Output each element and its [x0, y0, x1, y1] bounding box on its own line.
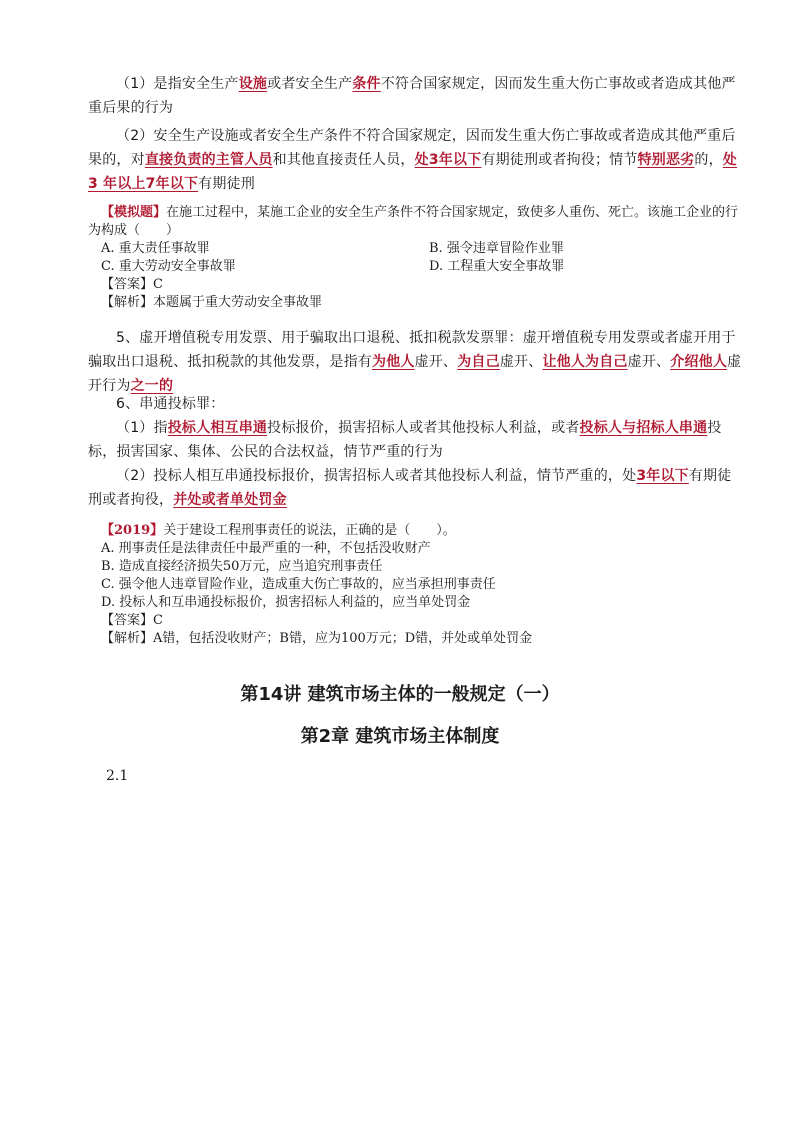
highlight-text: 为自己 [457, 354, 500, 370]
highlight-text: 条件 [352, 76, 381, 92]
highlight-text: 设施 [238, 76, 268, 92]
quiz-option: A. 重大责任事故罪 [101, 241, 210, 256]
highlight-text: 为他人 [372, 354, 415, 370]
quiz-option: A. 刑事责任是法律责任中最严重的一种，不包括没收财产 [101, 541, 431, 556]
quiz-answer: 【答案】C [101, 277, 163, 292]
quiz-option: D. 投标人和互串通投标报价，损害招标人利益的，应当单处罚金 [101, 595, 471, 610]
quiz-tag: 【2019】 [101, 523, 164, 538]
highlight-text: 之一的 [130, 378, 174, 394]
quiz-option: D. 工程重大安全事故罪 [429, 259, 565, 274]
quiz-stem: 【2019】关于建设工程刑事责任的说法，正确的是（ ）。 [101, 523, 456, 538]
highlight-text: 让他人为自己 [542, 354, 628, 370]
quiz-option: C. 重大劳动安全事故罪 [101, 259, 236, 274]
chapter-heading: 第2章 建筑市场主体制度 [300, 726, 500, 747]
quiz-option: B. 造成直接经济损失50万元，应当追究刑事责任 [101, 559, 383, 574]
quiz-options-row-2 [88, 258, 744, 276]
highlight-text: 特别恶劣 [637, 152, 695, 168]
section-number: 2.1 [106, 768, 129, 784]
highlight-text: 处3 年以上7年以下 [88, 152, 737, 192]
highlight-text: 投标人与招标人串通 [579, 420, 708, 436]
quiz-stem: 【模拟题】在施工过程中，某施工企业的安全生产条件不符合国家规定，致使多人重伤、死亡。该施工企业的行为构成（ ） [88, 205, 739, 238]
highlight-text: 处3年以下 [414, 152, 482, 168]
quiz-answer: 【答案】C [101, 613, 163, 628]
highlight-text: 3年以下 [636, 468, 689, 484]
quiz-option: C. 强令他人违章冒险作业，造成重大伤亡事故的，应当承担刑事责任 [101, 577, 496, 592]
paragraph-6: 6、串通投标罪： [116, 396, 225, 412]
highlight-text: 介绍他人 [670, 354, 728, 370]
paragraph-8: （2）投标人相互串通投标报价，损害招标人或者其他投标人利益，情节严重的，处3年以下有期徒刑或者拘役，并处或者单处罚金 [88, 468, 732, 508]
quiz-options-row-1 [88, 240, 744, 258]
paragraph-1: （1）是指安全生产设施或者安全生产条件不符合国家规定，因而发生重大伤亡事故或者造成其他严重后果的行为 [88, 76, 736, 116]
paragraph-2: （2）安全生产设施或者安全生产条件不符合国家规定，因而发生重大伤亡事故或者造成其他严重后果的，对直接负责的主管人员和其他直接责任人员，处3年以下有期徒刑或者拘役；情节特别恶劣的，处3 年以上7年以下有期徒刑 [88, 128, 737, 192]
highlight-text: 并处或者单处罚金 [173, 492, 287, 508]
paragraph-5: 5、虚开增值税专用发票、用于骗取出口退税、抵扣税款发票罪：虚开增值税专用发票或者虚开用于骗取出口退税、抵扣税款的其他发票，是指有为他人虚开、为自己虚开、让他人为自己虚开、介绍他人虚开行为之一的 [88, 330, 742, 394]
quiz-tag: 【模拟题】 [101, 205, 167, 220]
quiz-block-2 [88, 522, 744, 648]
quiz-analysis: 【解析】本题属于重大劳动安全事故罪 [101, 295, 323, 310]
quiz-block-1 [88, 204, 744, 312]
quiz-analysis: 【解析】A错，包括没收财产；B错，应为100万元；D错，并处或单处罚金 [101, 631, 533, 646]
lecture-heading: 第14讲 建筑市场主体的一般规定（一） [240, 684, 560, 705]
quiz-option: B. 强令违章冒险作业罪 [429, 241, 564, 256]
highlight-text: 投标人相互串通 [167, 420, 268, 436]
paragraph-7: （1）指投标人相互串通投标报价，损害招标人或者其他投标人利益，或者投标人与招标人串通投标，损害国家、集体、公民的合法权益，情节严重的行为 [88, 420, 722, 460]
highlight-text: 直接负责的主管人员 [144, 152, 273, 168]
